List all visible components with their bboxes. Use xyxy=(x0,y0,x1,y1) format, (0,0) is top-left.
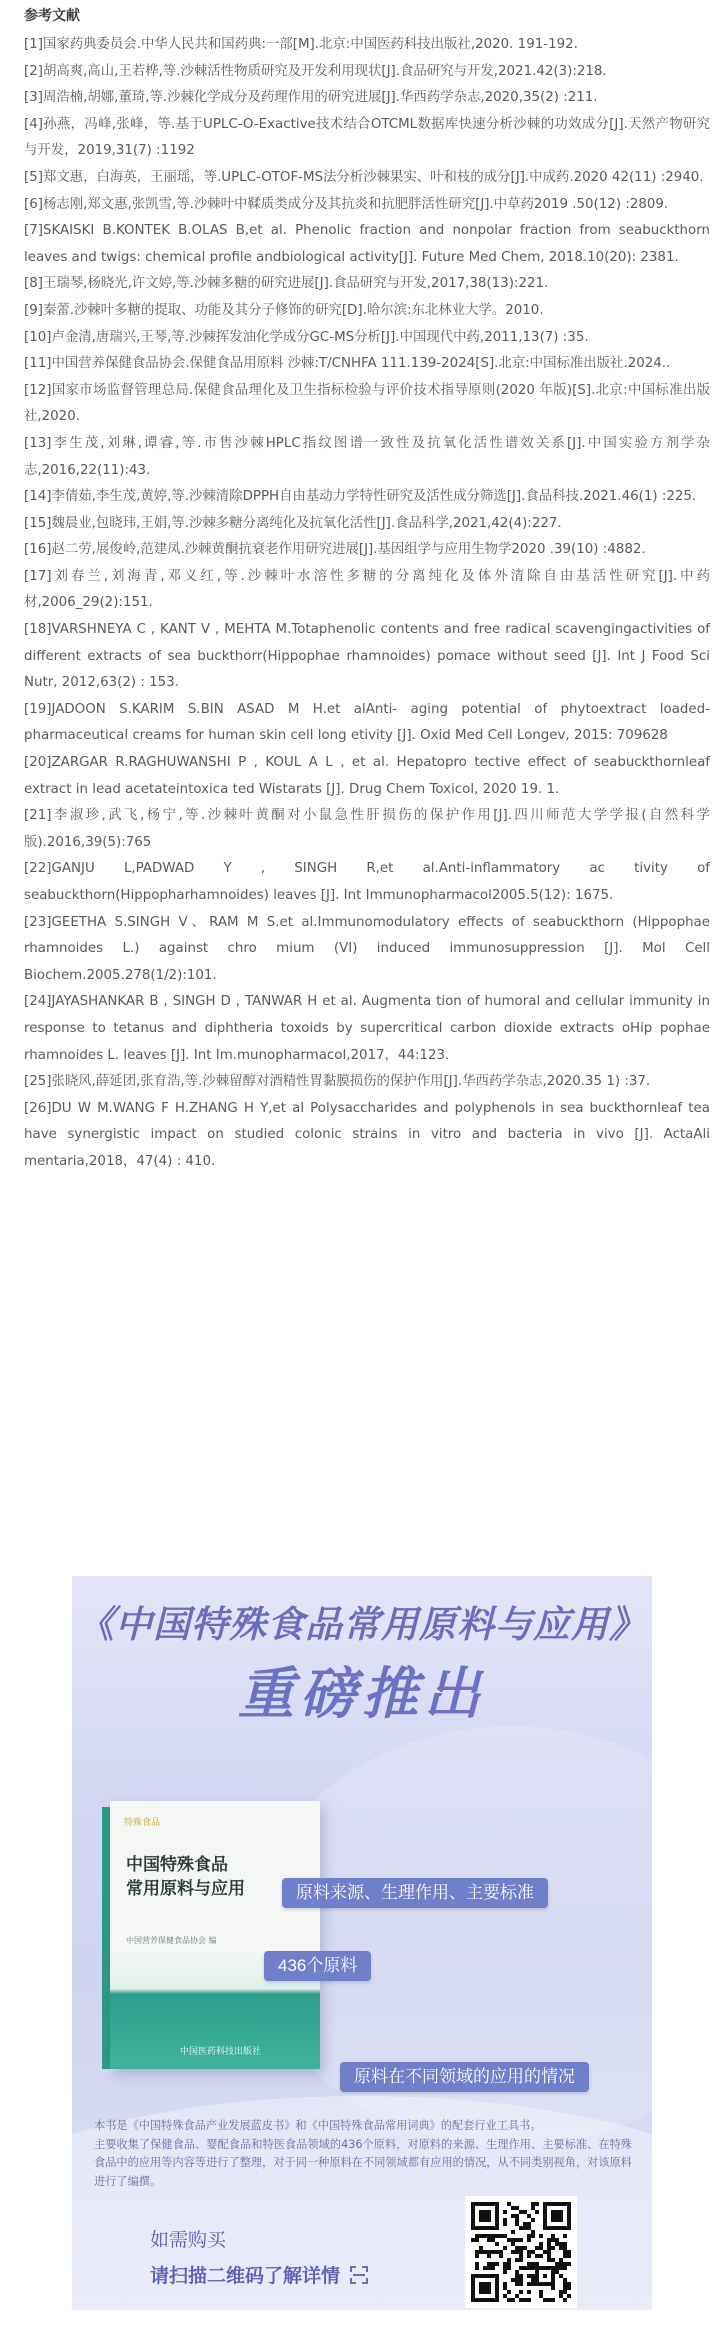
poster-headline: 重磅推出 xyxy=(238,1661,486,1727)
book-publisher: 中国医药科技出版社 xyxy=(180,2047,262,2057)
reference-item: [20]ZARGAR R.RAGHUWANSHI P , KOUL A L , et al. Hepatopro tective effect of seabuckthornleaf extract in lead acetateintoxica ted Wistarats [J]. Drug Chem Toxicol, 2020 19. 1. xyxy=(24,755,710,797)
scan-prompt-text: 请扫描二维码了解详情 xyxy=(150,2266,341,2287)
feature-tag: 原料在不同领域的应用的情况 xyxy=(340,2062,589,2092)
reference-item: [5]郑文惠，白海英，王丽瑶，等.UPLC-OTOF-MS法分析沙棘果实、叶和枝的成分[J].中成药.2020 42(11) :2940. xyxy=(24,169,704,185)
reference-item: [14]李倩茹,李生茂,黄婷,等.沙棘清除DPPH自由基动力学特性研究及活性成分筛选[J].食品科技.2021.46(1) :225. xyxy=(24,489,697,505)
scan-icon xyxy=(349,2265,369,2285)
reference-item: [7]SKAISKI B.KONTEK B.OLAS B,et al. Phenolic fraction and nonpolar fraction from seabuckthorn leaves and twigs: chemical profile andbiological activity[J]. Future Med Chem, 2018.10(20): 2381. xyxy=(24,223,710,265)
reference-item: [6]杨志刚,郑文惠,张凯雪,等.沙棘叶中鞣质类成分及其抗炎和抗肥胖活性研究[J].中草药2019 .50(12) :2809. xyxy=(24,196,669,212)
book-title-line: 常用原料与应用 xyxy=(126,1879,245,1899)
reference-item: [8]王瑞琴,杨晓光,许文婷,等.沙棘多糖的研究进展[J].食品研究与开发,2017,38(13):221. xyxy=(24,276,549,292)
qr-code[interactable] xyxy=(465,2196,577,2308)
reference-item: [16]赵二劳,展俊岭,范建凤.沙棘黄酮抗衰老作用研究进展[J].基因组学与应用生物学2020 .39(10) :4882. xyxy=(24,542,646,558)
references-title: 参考文献 xyxy=(24,8,80,24)
reference-item: [17]刘春兰,刘海青,邓义红,等.沙棘叶水溶性多糖的分离纯化及体外清除自由基活性研究[J].中药材,2006_29(2):151. xyxy=(24,568,710,611)
scan-prompt xyxy=(150,2261,369,2288)
reference-item: [26]DU W M.WANG F H.ZHANG H Y,et al Polysaccharides and polyphenols in sea buckthornleaf tea have synergistic impact on studied colonic strains in vitro and bacteria in vivo [J]. ActaAli mentaria,2018，47(4) : 410. xyxy=(24,1100,710,1169)
book-cover-image xyxy=(102,1801,320,2069)
book-title xyxy=(126,1853,245,1901)
feature-tag: 原料来源、生理作用、主要标准 xyxy=(282,1878,548,1908)
reference-item: [9]秦蕾.沙棘叶多糖的提取、功能及其分子修饰的研究[D].哈尔滨:东北林业大学。2010. xyxy=(24,302,544,318)
description-paragraph: 主要收集了保健食品、婴配食品和特医食品领域的436个原料，对原料的来源、生理作用、主要标准、在特殊食品中的应用等内容等进行了整理，对于同一种原料在不同领域都有应用的情况，从不同类别视角，对该原料进行了编撰。 xyxy=(94,2137,632,2188)
reference-item: [22]GANJU L,PADWAD Y , SINGH R,et al.Anti-inflammatory ac tivity of seabuckthorn(Hippopharhamnoides) leaves [J]. Int Immunopharmacol2005.5(12): 1675. xyxy=(24,861,710,903)
reference-item: [11]中国营养保健食品协会.保健食品用原料 沙棘:T/CNHFA 111.139-2024[S].北京:中国标准出版社.2024.. xyxy=(24,356,671,372)
qr-code-image xyxy=(471,2202,571,2302)
book-editor: 中国营养保健食品协会 编 xyxy=(126,1936,217,1945)
book-title-line: 中国特殊食品 xyxy=(126,1855,228,1875)
reference-item: [24]JAYASHANKAR B , SINGH D , TANWAR H et al. Augmenta tion of humoral and cellular immunity in response to tetanus and diphtheria toxoids by supercritical carbon dioxide extracts oHip pophae rhamnoides L. leaves [J]. Int Im.munopharmacol,2017，44:123. xyxy=(24,994,710,1063)
reference-item: [1]国家药典委员会.中华人民共和国药典:一部[M].北京:中国医药科技出版社,2020. 191-192. xyxy=(24,37,578,52)
book-description xyxy=(94,2117,632,2191)
references-section xyxy=(24,4,710,1176)
reference-item: [4]孙燕，冯峰,张峰，等.基于UPLC-O-Exactive技术结合OTCML数据库快速分析沙棘的功效成分[J].天然产物研究与开发，2019,31(7) :1192 xyxy=(24,116,710,159)
reference-item: [2]胡高爽,高山,王若桦,等.沙棘活性物质研究及开发利用现状[J].食品研究与开发,2021.42(3):218. xyxy=(24,63,607,79)
book-poster xyxy=(72,1576,652,2310)
description-paragraph: 本书是《中国特殊食品产业发展蓝皮书》和《中国特殊食品常用词典》的配套行业工具书。 xyxy=(94,2119,542,2132)
book-badge: 特殊食品 xyxy=(124,1818,161,1828)
reference-item: [25]张晓风,薛延团,张育浩,等.沙棘留醇对酒精性胃黏膜损伤的保护作用[J].华西药学杂志,2020.35 1) :37. xyxy=(24,1074,651,1090)
book-front xyxy=(110,1801,320,2069)
feature-tag: 436个原料 xyxy=(264,1951,371,1981)
poster-title: 《中国特殊食品常用原料与应用》 xyxy=(77,1602,647,1646)
reference-item: [10]卢金清,唐瑞兴,王琴,等.沙棘挥发油化学成分GC-MS分析[J].中国现代中药,2011,13(7) :35. xyxy=(24,329,589,345)
reference-item: [18]VARSHNEYA C , KANT V , MEHTA M.Totaphenolic contents and free radical scavengingactivities of different extracts of sea buckthorr(Hippophae rhamnoides) pomace without seed [J]. Int J Food Sci Nutr, 2012,63(2) : 153. xyxy=(24,622,710,691)
reference-item: [15]魏晨业,包晓玮,王娟,等.沙棘多糖分离纯化及抗氧化活性[J].食品科学,2021,42(4):227. xyxy=(24,515,562,531)
reference-item: [13]李生茂,刘琳,谭睿,等.市售沙棘HPLC指纹图谱一致性及抗氧化活性谱效关系[J].中国实验方剂学杂志,2016,22(11):43. xyxy=(24,435,710,478)
buy-prompt: 如需购买 xyxy=(150,2230,227,2251)
reference-item: [19]JADOON S.KARIM S.BIN ASAD M H.et alAnti- aging potential of phytoextract loaded-pharmaceutical creams for human skin cell long etivity [J]. Oxid Med Cell Longev, 2015: 709628 xyxy=(24,701,710,744)
reference-item: [21]李淑珍,武飞,杨宁,等.沙棘叶黄酮对小鼠急性肝损伤的保护作用[J].四川师范大学学报(自然科学版).2016,39(5):765 xyxy=(24,808,710,850)
reference-item: [12]国家市场监督管理总局.保健食品理化及卫生指标检验与评价技术指导原则(2020 年版)[S].北京:中国标准出版社,2020. xyxy=(24,382,710,425)
reference-list xyxy=(24,32,710,1176)
reference-item: [3]周浩楠,胡娜,董琦,等.沙棘化学成分及药理作用的研究进展[J].华西药学杂志,2020,35(2) :211. xyxy=(24,90,598,106)
reference-item: [23]GEETHA S.SINGH V、RAM M S.et al.Immunomodulatory effects of seabuckthorn (Hippophae rhamnoides L.) against chro mium (VI) induced immunosuppression [J]. Mol Cell Biochem.2005.278(1/2):101. xyxy=(24,914,710,983)
